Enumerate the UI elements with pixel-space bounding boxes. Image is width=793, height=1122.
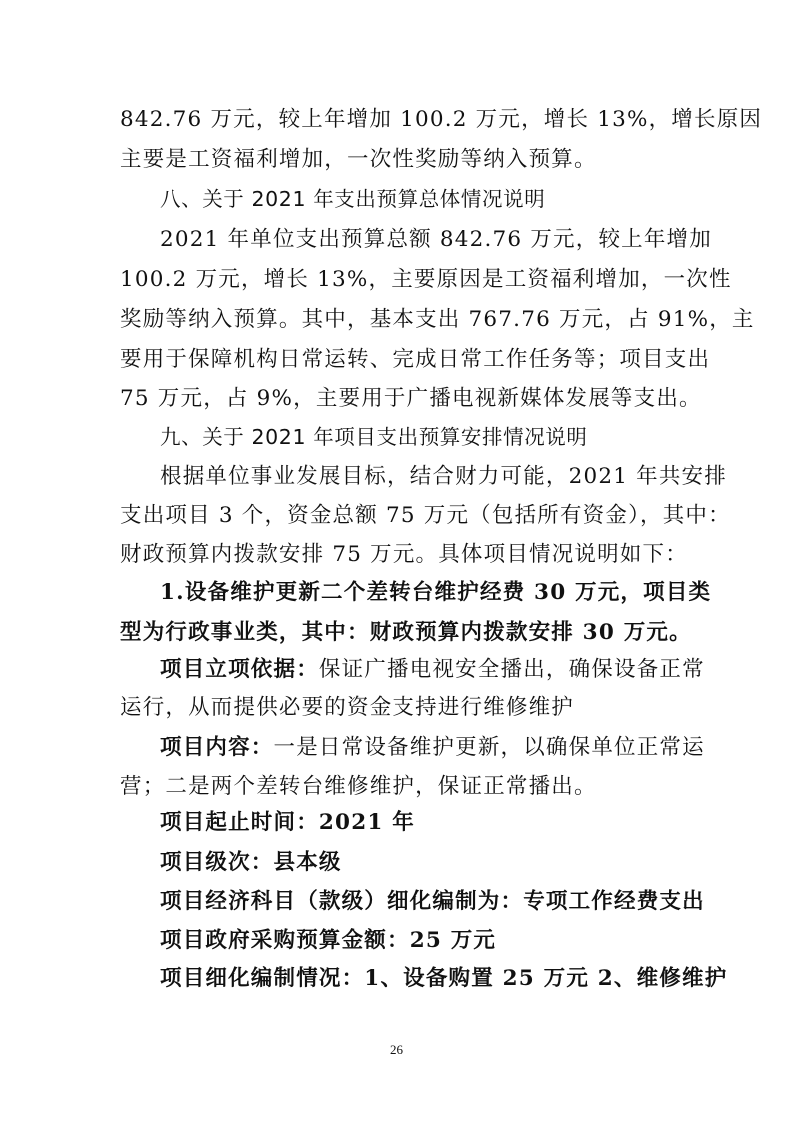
- page-number: 26: [390, 1042, 403, 1057]
- paragraph-line: 营；二是两个差转台维修维护，保证正常播出。: [120, 774, 597, 799]
- project-basis-line: [160, 653, 705, 687]
- project-period: 项目起止时间：2021 年: [160, 810, 415, 835]
- project-item-title: 型为行政事业类，其中：财政预算内拨款安排 30 万元。: [120, 620, 692, 645]
- project-detail: 项目细化编制情况：1、设备购置 25 万元 2、维修维护: [160, 966, 728, 991]
- project-content-text: 一是日常设备维护更新，以确保单位正常运: [273, 735, 705, 760]
- paragraph-line: 要用于保障机构日常运转、完成日常工作任务等；项目支出: [120, 347, 711, 372]
- section-heading-8: 八、关于 2021 年支出预算总体情况说明: [160, 187, 546, 211]
- project-content-line: [160, 731, 705, 765]
- project-item-title: 1.设备维护更新二个差转台维护经费 30 万元，项目类: [160, 580, 712, 605]
- paragraph-line: 根据单位事业发展目标，结合财力可能，2021 年共安排: [160, 464, 727, 489]
- paragraph-line: 支出项目 3 个，资金总额 75 万元（包括所有资金），其中：: [120, 503, 731, 528]
- project-level: 项目级次：县本级: [160, 850, 342, 875]
- paragraph-line: 75 万元，占 9%，主要用于广播电视新媒体发展等支出。: [120, 386, 702, 411]
- project-basis-label: 项目立项依据：: [160, 657, 319, 682]
- project-economic-subject: 项目经济科目（款级）细化编制为：专项工作经费支出: [160, 889, 705, 914]
- paragraph-line: 2021 年单位支出预算总额 842.76 万元，较上年增加: [160, 227, 712, 252]
- project-basis-text: 保证广播电视安全播出，确保设备正常: [318, 657, 705, 682]
- project-procurement-amount: 项目政府采购预算金额：25 万元: [160, 928, 497, 953]
- paragraph-line: 100.2 万元，增长 13%，主要原因是工资福利增加，一次性: [120, 267, 732, 292]
- section-heading-9: 九、关于 2021 年项目支出预算安排情况说明: [160, 425, 588, 449]
- paragraph-line: 运行，从而提供必要的资金支持进行维修维护: [120, 695, 575, 720]
- paragraph-line: 主要是工资福利增加，一次性奖励等纳入预算。: [120, 147, 597, 172]
- paragraph-line: 奖励等纳入预算。其中，基本支出 767.76 万元，占 91%，主: [120, 307, 755, 332]
- paragraph-line: 财政预算内拨款安排 75 万元。具体项目情况说明如下：: [120, 542, 688, 567]
- paragraph-line: 842.76 万元，较上年增加 100.2 万元，增长 13%，增长原因: [120, 107, 763, 132]
- project-content-label: 项目内容：: [160, 735, 274, 760]
